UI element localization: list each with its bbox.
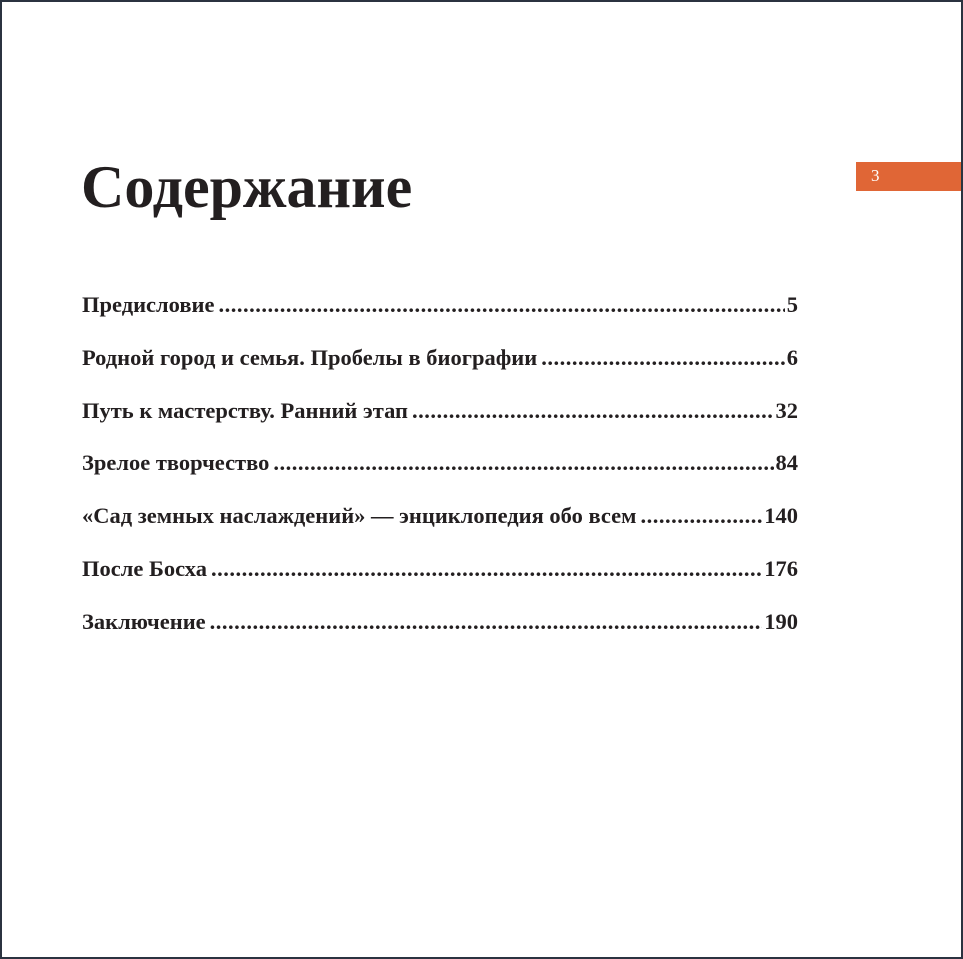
toc-dot-leader <box>541 340 785 376</box>
toc-entry-label: «Сад земных наслаждений» — энциклопедия обо всем <box>82 503 637 529</box>
toc-dot-leader <box>218 287 784 323</box>
toc-entry-label: Родной город и семья. Пробелы в биографии <box>82 344 538 370</box>
page-title: Содержание <box>81 154 413 220</box>
toc-entry-early-stage[interactable] <box>82 393 798 446</box>
toc-entry-hometown-family[interactable] <box>82 340 798 393</box>
toc-dot-leader <box>210 604 763 640</box>
toc-entry-page: 190 <box>764 608 798 634</box>
toc-entry-mature-work[interactable] <box>82 445 798 498</box>
toc-dot-leader <box>211 551 762 587</box>
toc-entry-label: Заключение <box>82 608 206 634</box>
toc-entry-conclusion[interactable] <box>82 604 798 657</box>
toc-entry-page: 84 <box>775 450 798 476</box>
toc-entry-label: Зрелое творчество <box>82 450 270 476</box>
toc-entry-preface[interactable] <box>82 287 798 340</box>
page-number: 3 <box>871 166 880 185</box>
toc-entry-garden-of-earthly-delights[interactable] <box>82 498 798 551</box>
toc-entry-label: Предисловие <box>82 292 215 317</box>
toc-entry-page: 140 <box>764 503 798 529</box>
toc-dot-leader <box>641 498 763 534</box>
toc-entry-page: 32 <box>775 397 798 423</box>
toc-entry-after-bosch[interactable] <box>82 551 798 604</box>
toc-entry-label: Путь к мастерству. Ранний этап <box>82 397 408 423</box>
page-number-tab <box>856 162 963 191</box>
toc-dot-leader <box>273 445 773 481</box>
toc-entry-page: 5 <box>786 292 798 317</box>
table-of-contents <box>82 287 798 657</box>
toc-entry-label: После Босха <box>82 555 207 581</box>
toc-entry-page: 176 <box>764 555 798 581</box>
toc-entry-page: 6 <box>786 344 798 370</box>
toc-dot-leader <box>412 393 774 429</box>
